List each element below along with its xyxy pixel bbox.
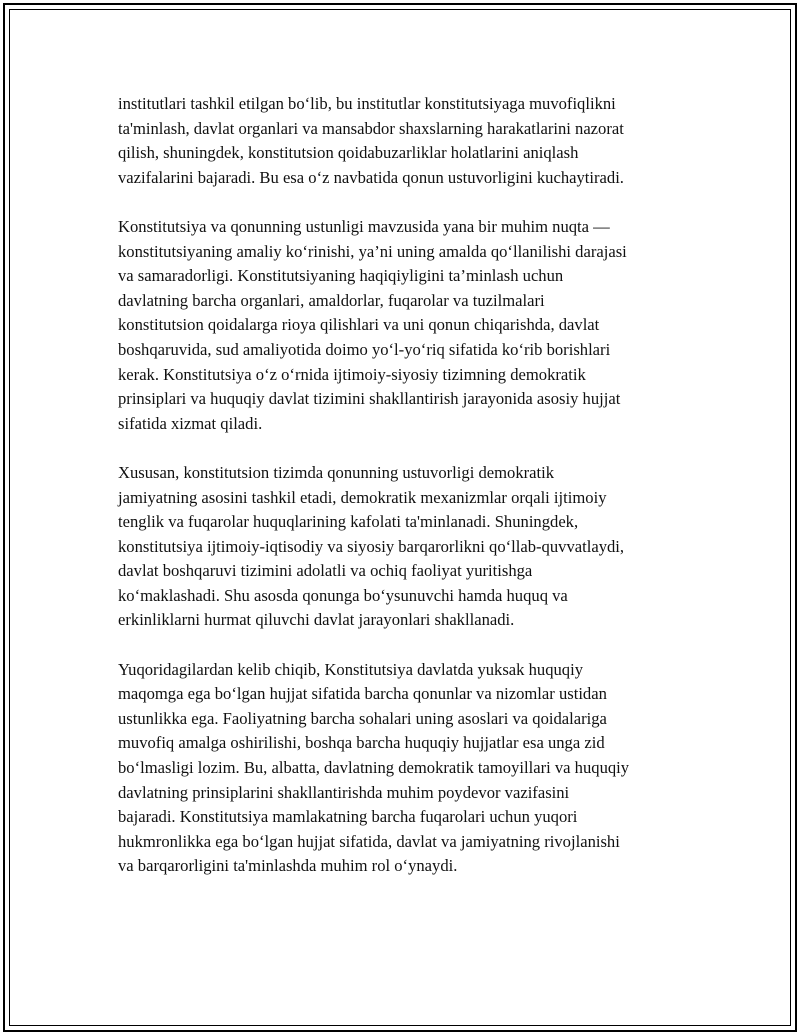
text-line: konstitutsiya ijtimoiy-iqtisodiy va siyosiy barqarorlikni qo‘llab-quvvatlaydi, [118,536,625,556]
text-line: va samaradorligi. Konstitutsiyaning haqiqiyligini ta’minlash uchun [118,266,564,286]
text-line: sifatida xizmat qiladi. [118,413,263,433]
text-line: kerak. Konstitutsiya o‘z o‘rnida ijtimoiy-siyosiy tizimning demokratik [118,364,586,384]
text-line: jamiyatning asosini tashkil etadi, demokratik mexanizmlar orqali ijtimoiy [118,487,607,507]
text-line: erkinliklarni hurmat qiluvchi davlat jarayonlari shakllanadi. [118,610,515,630]
paragraph-4 [118,658,698,879]
paragraph-2 [118,215,698,436]
text-line: ta'minlash, davlat organlari va mansabdor shaxslarning harakatlarini nazorat [118,118,624,138]
text-line: konstitutsion qoidalarga rioya qilishlari va uni qonun chiqarishda, davlat [118,315,600,335]
text-line: prinsiplari va huquqiy davlat tizimini shakllantirish jarayonida asosiy hujjat [118,389,621,409]
text-line: qilish, shuningdek, konstitutsion qoidabuzarliklar holatlarini aniqlash [118,143,579,163]
paragraph-1 [118,92,698,190]
text-line: maqomga ega bo‘lgan hujjat sifatida barcha qonunlar va nizomlar ustidan [118,684,607,704]
text-line: davlatning prinsiplarini shakllantirishda muhim poydevor vazifasini [118,782,570,802]
paragraph-3 [118,461,698,633]
text-line: Xususan, konstitutsion tizimda qonunning ustuvorligi demokratik [118,462,555,482]
text-line: va barqarorligini ta'minlashda muhim rol o‘ynaydi. [118,856,458,876]
text-line: Yuqoridagilardan kelib chiqib, Konstitutsiya davlatda yuksak huquqiy [118,659,584,679]
text-line: hukmronlikka ega bo‘lgan hujjat sifatida, davlat va jamiyatning rivojlanishi [118,831,620,851]
text-line: ustunlikka ega. Faoliyatning barcha sohalari uning asoslari va qoidalariga [118,708,607,728]
text-line: institutlari tashkil etilgan bo‘lib, bu institutlar konstitutsiyaga muvofiqlikni [118,94,616,113]
document-body [118,92,698,904]
text-line: boshqaruvida, sud amaliyotida doimo yo‘l-yo‘riq sifatida ko‘rib borishlari [118,339,611,359]
text-line: davlat boshqaruvi tizimini adolatli va ochiq faoliyat yuritishga [118,561,533,581]
text-line: tenglik va fuqarolar huquqlarining kafolati ta'minlanadi. Shuningdek, [118,512,579,532]
text-line: bajaradi. Konstitutsiya mamlakatning barcha fuqarolari uchun yuqori [118,807,578,827]
text-line: ko‘maklashadi. Shu asosda qonunga bo‘ysunuvchi hamda huquq va [118,585,568,605]
text-line: vazifalarini bajaradi. Bu esa o‘z navbatida qonun ustuvorligini kuchaytiradi. [118,167,624,187]
text-line: Konstitutsiya va qonunning ustunligi mavzusida yana bir muhim nuqta — [118,216,610,236]
text-line: davlatning barcha organlari, amaldorlar, fuqarolar va tuzilmalari [118,290,545,310]
text-line: konstitutsiyaning amaliy ko‘rinishi, ya’ni uning amalda qo‘llanilishi darajasi [118,241,627,261]
text-line: muvofiq amalga oshirilishi, boshqa barcha huquqiy hujjatlar esa unga zid [118,733,605,753]
text-line: bo‘lmasligi lozim. Bu, albatta, davlatning demokratik tamoyillari va huquqiy [118,758,630,778]
